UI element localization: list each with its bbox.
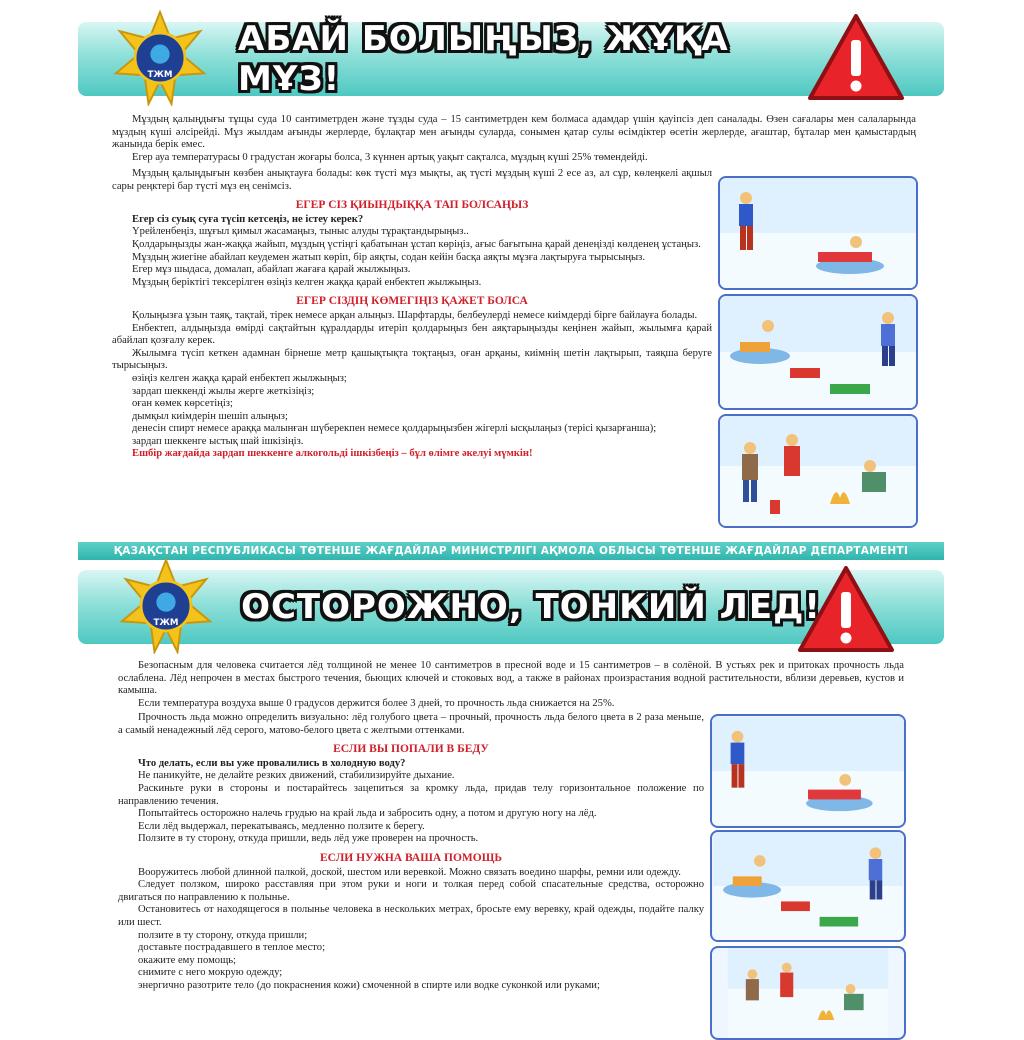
list-item: Не паникуйте, не делайте резких движений, стабилизируйте дыхание.: [138, 770, 455, 782]
section-heading: ЕГЕР СІЗ ҚИЫНДЫҚҚА ТАП БОЛСАҢЫЗ: [295, 199, 529, 212]
top-text-columns: [112, 168, 712, 461]
section-heading: ЕСЛИ ВЫ ПОПАЛИ В БЕДУ: [333, 743, 489, 756]
illustration-rescue-crawling: [710, 830, 906, 942]
list-item: дымқыл киімдерін шешіп алыңыз;: [132, 410, 288, 422]
list-item: Если лёд выдержал, перекатываясь, медленно ползите к берегу.: [138, 820, 425, 832]
list-item: Раскиньте руки в стороны и постарайтесь зацепиться за кромку льда, придав телу горизонтальное положение по направлению течения.: [118, 782, 704, 807]
list-item: Вооружитесь любой длинной палкой, доской, шестом или веревкой. Можно связать воедино шарфы, ремни или одежду.: [138, 866, 681, 878]
list-item: Попытайтесь осторожно налечь грудью на край льда и забросить одну, а потом и другую ногу на лёд.: [138, 808, 597, 820]
intro-paragraph: Прочность льда можно определить визуально: лёд голубого цвета – прочный, прочность льда белого цвета в 2 раза меньше, а самый ненадежный лёд серого, матово-белого цвета с желтыми оттенками.: [118, 712, 704, 736]
list-item: Мұздың беріктігі тексерілген өзіңіз келген жаққа қарай енбектеп жылжыңыз.: [132, 276, 482, 288]
intro-paragraph: Если температура воздуха выше 0 градусов держится более 3 дней, то прочность льда снижается на 25%.: [138, 697, 615, 709]
list-item: окажите ему помощь;: [138, 954, 237, 966]
bottom-text: [118, 660, 904, 710]
list-item: Енбектеп, алдыңызда өмірді сақтайтын құралдарды итеріп қолдарыңыз бен аяқтарыңызды кеңінен жайып, жылымға қарай абайлап қозғалу керек.: [112, 322, 712, 347]
list-item: денесін спирт немесе араққа малынған шүберекпен немесе қолдарыңызбен жігерлі ысқылаңыз (терісі қызарғанша);: [132, 423, 657, 435]
top-text: [112, 114, 916, 164]
list-item: энергично разотрите тело (до покраснения кожи) смоченной в спирте или водке суконкой или руками;: [138, 979, 600, 991]
list-item: Мұздың жиегіне абайлап кеудемен жатып көріп, бір аяқты, содан кейін басқа аяқты мұзға лақтыруға тырысыңыз.: [132, 251, 645, 263]
emblem-label: ТЖМ: [147, 70, 173, 81]
list-item: Қолдарыңызды жан-жаққа жайып, мұздың үстіңгі қабатынан ұстап көріңіз, ағыс бағытына қарай денеңізді көлденең ұстаңыз.: [132, 238, 701, 250]
section-heading: ЕГЕР СІЗДІҢ КӨМЕГІҢІЗ ҚАЖЕТ БОЛСА: [296, 295, 528, 308]
list-item: Үрейленбеңіз, шұғыл қимыл жасамаңыз, тыныс алуды тұрақтандырыңыз..: [132, 226, 469, 238]
bottom-title: ОСТОРОЖНО, ТОНКИЙ ЛЕД!: [241, 587, 821, 627]
intro-paragraph: Егер ауа температурасы 0 градустан жоғары болса, 3 күннен артық уақыт сақталса, мұздың күші 25% төмендейді.: [132, 151, 648, 163]
list-item: Остановитесь от находящегося в полынье человека в нескольких метрах, бросьте ему веревку, край одежды, подайте палку или шест.: [118, 904, 704, 928]
list-item: Жылымға түсіп кеткен адамнан бірнеше метр қашықтықта тоқтаңыз, оған арқаны, киімнің шетін лақтырып, таяқша беруге тырысыңыз.: [112, 347, 712, 372]
list-item: зардап шеккенге ыстық шай ішкізіңіз.: [132, 435, 304, 447]
list-item: Қолыңызға ұзын таяқ, тақтай, тірек немесе арқан алыңыз. Шарфтарды, белбеулерді немесе киімдерді бірге байлауға болады.: [132, 309, 698, 321]
section-heading: ЕСЛИ НУЖНА ВАША ПОМОЩЬ: [320, 851, 502, 864]
emblem-label: ТЖМ: [153, 618, 179, 629]
list-item: Егер мұз шыдаса, домалап, абайлап жағаға қарай жылжыңыз.: [132, 264, 411, 276]
list-item: доставьте пострадавшего в теплое место;: [138, 942, 326, 954]
warning-triangle-icon: [796, 564, 896, 654]
list-item: зардап шеккенді жылы жерге жеткізіңіз;: [132, 385, 315, 397]
warning-line: Ешбір жағдайда зардап шеккенге алкогольді ішкізбеңіз – бұл өлімге әкелуі мүмкін!: [132, 448, 533, 460]
intro-paragraph: Мұздың қалыңдығын көзбен анықтауға болады: көк түсті мұз мықты, ақ түсті мұздың күші 2 есе аз, ал сұр, көлеңкелі ақшыл сары реңктері бар түсті мұз ең сенімсіз.: [112, 168, 712, 192]
section-question: Егер сіз суық суға түсіп кетсеңіз, не істеу керек?: [132, 213, 364, 225]
list-item: ползите в ту сторону, откуда пришли;: [138, 929, 308, 941]
ministry-strip: ҚАЗАҚСТАН РЕСПУБЛИКАСЫ ТӨТЕНШЕ ЖАҒДАЙЛАР МИНИСТРЛІГІ АҚМОЛА ОБЛЫСЫ ТӨТЕНШЕ ЖАҒДАЙЛАР ДЕПАРТАМЕНТІ: [78, 542, 944, 560]
list-item: Следует ползком, широко расставляя при этом руки и ноги и толкая перед собой спасательные средства, осторожно двигаться по направлению к полынье.: [118, 879, 704, 903]
illustration-rescue-crawling: [718, 294, 918, 410]
emblem-icon: [112, 10, 208, 106]
section-question: Что делать, если вы уже провалились в холодную воду?: [138, 757, 406, 769]
top-title: АБАЙ БОЛЫҢЫЗ, ЖҰҚА МҰЗ!: [238, 19, 729, 99]
illustration-fallen-through-ice: [718, 176, 918, 290]
emblem-icon: [118, 558, 214, 654]
illustration-first-aid: [718, 414, 918, 528]
intro-paragraph: Мұздың қалыңдығы тұщы суда 10 сантиметрден және тұзды суда – 15 сантиметрден кем болмаса адамдар үшін қауіпсіз деп саналады. Өзен сағалары мен салаларында мұздың күші әлсірейді. Мұз жылдам ағынды жерлерде, бұлақтар мен ағынды суларда, сонымен қатар сулы өсімдіктер өсетін жерлерде, ағаштар, бұталар мен қамыстардың жанында берік емес.: [112, 114, 916, 151]
list-item: оған көмек көрсетіңіз;: [132, 398, 233, 410]
intro-paragraph: Безопасным для человека считается лёд толщиной не менее 10 сантиметров в пресной воде и 15 сантиметров – в солёной. В устьях рек и притоках прочность льда ослаблена. Лёд непрочен в местах быстрого течения, бьющих ключей и стоковых вод, а также в районах произрастания водной растительности, вблизи деревьев, кустов и камыша.: [118, 660, 904, 697]
warning-triangle-icon: [806, 12, 906, 102]
list-item: снимите с него мокрую одежду;: [138, 967, 283, 979]
illustration-fallen-through-ice: [710, 714, 906, 828]
bottom-text-columns: [118, 712, 704, 992]
list-item: өзіңіз келген жаққа қарай енбектеп жылжыңыз;: [132, 372, 347, 384]
illustration-first-aid: [710, 946, 906, 1040]
list-item: Ползите в ту сторону, откуда пришли, ведь лёд уже проверен на прочность.: [138, 833, 479, 845]
